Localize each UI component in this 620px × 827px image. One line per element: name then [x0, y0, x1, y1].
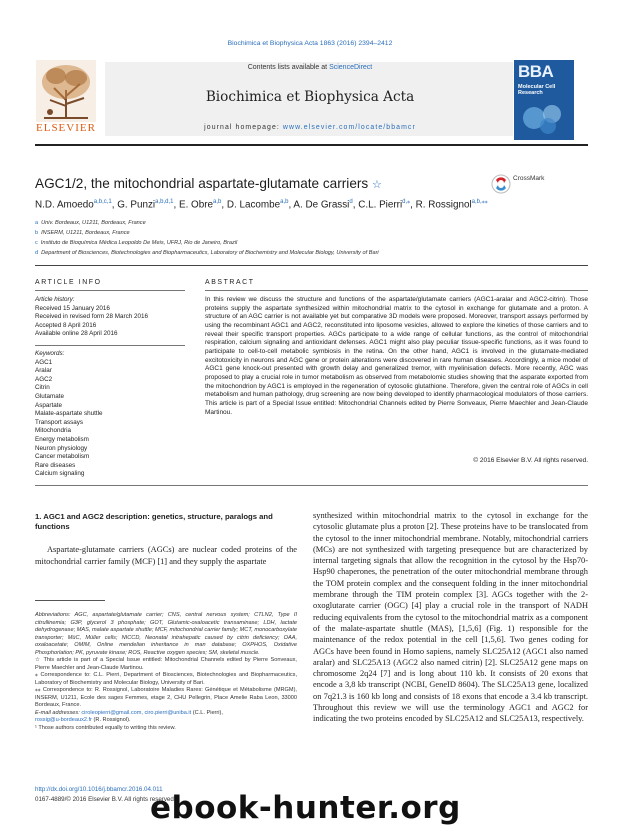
- special-issue-note: ☆ This article is part of a Special Issue entitled: Mitochondrial Channels edited by Pierre Sonveaux, Pierre Maechler and Jean-Claude Martinou.: [35, 657, 297, 671]
- keyword-item[interactable]: Glutamate: [35, 392, 65, 400]
- affiliation-text: Department of Biosciences, Biotechnologies and Biopharmaceutics, Laboratory of Biochemistry and Molecular Biology, University of Bari: [41, 250, 379, 256]
- cover-title: BBA: [518, 62, 554, 81]
- author-affiliation-marks[interactable]: d: [349, 199, 353, 205]
- abstract-bottom-rule: [35, 485, 588, 486]
- author-name[interactable]: E. Obre: [178, 199, 214, 211]
- author-affiliation-marks[interactable]: a,b: [213, 199, 222, 205]
- cover-subtitle: Molecular Cell Research: [518, 84, 556, 96]
- keyword-item[interactable]: AGC2: [35, 375, 53, 383]
- author-name[interactable]: G. Punzi: [117, 199, 156, 211]
- header-rule: [35, 144, 588, 146]
- elsevier-wordmark: ELSEVIER: [36, 122, 96, 134]
- section-heading: 1. AGC1 and AGC2 description: genetics, structure, paralogs and functions: [35, 512, 273, 531]
- affiliation-item: [35, 230, 130, 236]
- keywords-block: [35, 350, 185, 479]
- author-name[interactable]: N.D. Amoedo: [35, 199, 94, 211]
- author-name[interactable]: C.L. Pierri: [358, 199, 403, 211]
- affiliation-item: [35, 250, 379, 256]
- sciencedirect-link[interactable]: ScienceDirect: [329, 64, 373, 71]
- keyword-item[interactable]: AGC1: [35, 358, 53, 366]
- history-rule: [35, 345, 185, 346]
- article-history: [35, 296, 185, 339]
- doi-link[interactable]: http://dx.doi.org/10.1016/j.bbamcr.2016.04.011: [35, 786, 163, 793]
- author-affiliation-marks[interactable]: a,b,⁎⁎: [471, 199, 488, 205]
- body-text-left: Aspartate-glutamate carriers (AGCs) are nuclear coded proteins of the mitochondrial carrier family (MCF) [1] and they supply the aspartate: [35, 545, 297, 566]
- abstract-heading: ABSTRACT: [205, 279, 255, 286]
- affiliation-mark: a: [35, 220, 39, 226]
- issn-line: 0167-4889/© 2016 Elsevier B.V. All rights reserved.: [35, 796, 176, 803]
- article-title: [35, 176, 382, 191]
- journal-citation[interactable]: Biochimica et Biophysica Acta 1863 (2016) 2394–2412: [227, 40, 393, 47]
- affiliation-text: INSERM, U1211, Bordeaux, France: [41, 230, 130, 236]
- keyword-item[interactable]: Aspartate: [35, 401, 62, 409]
- author-name[interactable]: R. Rossignol: [415, 199, 472, 211]
- author-affiliation-marks[interactable]: a,b,c,1: [93, 199, 112, 205]
- keyword-item[interactable]: Neuron physiology: [35, 444, 88, 452]
- affiliation-text: Instituto de Bioquímica Médica Leopoldo De Meis, UFRJ, Rio de Janeiro, Brazil: [40, 240, 238, 246]
- affiliation-mark: c: [35, 240, 38, 246]
- crossmark-icon[interactable]: [491, 174, 511, 194]
- keyword-item[interactable]: Mitochondria: [35, 427, 72, 435]
- affiliation-item: [35, 240, 237, 246]
- email-note: [35, 710, 297, 725]
- email-owner-rossignol: (R. Rossignol).: [91, 717, 131, 723]
- author-name[interactable]: A. De Grassi: [293, 199, 350, 211]
- email-link-pierri[interactable]: ciroleopierri@gmail.com, ciro.pierri@uniba.it: [81, 709, 192, 716]
- crossmark-label[interactable]: CrossMark: [513, 175, 545, 182]
- correspondence-note-2: ⁎⁎ Correspondence to: R. Rossignol, Laboratoire Maladies Rares: Génétique et Métabolisme (MRGM), INSERM, U1211, Ecole des sages Femmes, etage 2, CHU Pellegrin, Place Amelie Raba Leon, 33000 Bordeaux, France.: [35, 687, 297, 708]
- homepage-link[interactable]: www.elsevier.com/locate/bbamcr: [282, 124, 416, 131]
- affiliation-mark: b: [35, 230, 39, 236]
- author-list: N.D. Amoedo$^{a,b,c,1}$, G. Punzi$^{a,b,d,1}$, E. Obre$^{a,b}$, D. Lacombe$^{a,b}$, A. De Grassi$^d$, C.L. Pierri$^{d,⁎}$, R. Rossignol$^{a,b,⁎⁎}$: [35, 199, 488, 211]
- keyword-item[interactable]: Calcium signaling: [35, 470, 85, 478]
- footnote-rule: [35, 600, 105, 601]
- cover-art: [520, 100, 568, 136]
- history-label: Article history:: [35, 296, 75, 303]
- history-item: Received in revised form 28 March 2016: [35, 313, 149, 321]
- history-list: [35, 305, 185, 339]
- equal-contribution-note: ¹ Those authors contributed equally to writing this review.: [35, 724, 176, 731]
- watermark: ebook-hunter.org: [150, 790, 461, 826]
- article-info-heading: ARTICLE INFO: [35, 279, 102, 286]
- contents-prefix: Contents lists available at: [247, 64, 330, 71]
- email-label: E-mail addresses:: [35, 709, 82, 716]
- keyword-item[interactable]: Malate-aspartate shuttle: [35, 410, 103, 418]
- keyword-item[interactable]: Aralar: [35, 367, 52, 375]
- affiliation-item: [35, 220, 146, 226]
- keyword-list: [35, 359, 185, 479]
- footnotes: [35, 612, 297, 732]
- author-name[interactable]: D. Lacombe: [226, 199, 281, 211]
- article-info-rule: [35, 290, 185, 291]
- correspondence-note-1: ⁎ Correspondence to: C.L. Pierri, Department of Biosciences, Biotechnologies and Biopharmaceutics, Laboratory of Biochemistry and Molecular Biology, University of Bari.: [35, 672, 297, 686]
- author-affiliation-marks[interactable]: a,b,d,1: [155, 199, 174, 205]
- affiliation-rule: [35, 265, 588, 266]
- history-item: Received 15 January 2016: [35, 304, 110, 312]
- title-footnote-mark[interactable]: ☆: [371, 179, 382, 191]
- abstract-rule: [205, 290, 588, 291]
- abstract-copyright: © 2016 Elsevier B.V. All rights reserved.: [473, 457, 588, 464]
- keyword-item[interactable]: Energy metabolism: [35, 435, 89, 443]
- history-item: Available online 28 April 2016: [35, 330, 118, 338]
- abbreviations-note: Abbreviations: AGC, aspartate/glutamate carrier; CNS, central nervous system; CTLN2, Type II citrullinemia; G3P, glycerol 3 phosphate; GOT, Glutamic-oxaloacetic transaminase; LDH, lactate dehydrogenase; MAS, malate aspartate shuttle; MCF, mitochondrial carrier family; MCT, monocarboxylate transporter; MüC, Müller cells; NICCD, Neonatal intrahepatic caused by citrin deficiency; OAA, oxaloacetate; OMIM, Online mendelian inheritance in man database; OXPHOS, Oxidative Phosphorlation; PK, pyruvate kinase; ROS, Reactive oxygen species; SM, skeletal muscle.: [35, 612, 297, 656]
- body-text-right: synthesized within mitochondrial matrix to the cytosol in exchange for the cytosolic glutamate plus a proton [2]. These proteins have to be translocated from the cytosol to the inner mitochondrial membrane. Notably, mitochondrial carriers (MCs) are not synthesized with targeting presequence but are characterized by internal targeting signals that allow the recognition in the cytosol by the Hsp70-Hsp90 chaperones, the penetration of the outer mitochondrial membrane through the TOM protein complex and the consequent folding in the inner mitochondrial membrane through the TIM protein complex [3]. AGCs together with the 2-oxoglutarate carrier (OGC) [4] play a crucial role in the transport of NADH reducing equivalents from the cytosol to the mitochondrial matrix as a component of the malate-aspartate shuttle (MAS), [1,5,6] (Fig. 1) responsible for the maintenance of the redox potential in the cell [1,5,6]. Two genes coding for AGCs have been found in Homo sapiens, namely SLC25A12 (AGC1 also named aralar) and SLC25A13 (AGC2 also named citrin) [2]. SLC25A12 gene maps on chromosome 2q24 [7] and is long about 110 kb. It consists of 20 exons that encode a 3,8 kb transcript (NCBI, GeneID 8604). The SLC25A13 gene, localized on 7q21.3 is 160 kb long and consists of 18 exons that encode a 3.4 kb transcript. Throughout this review we will use the terminology AGC1 and AGC2 for indicating the two proteins encoded by SLC25A12 and SLC25A13, respectively.: [313, 511, 588, 724]
- keyword-item[interactable]: Citrin: [35, 384, 50, 392]
- author-affiliation-marks[interactable]: a,b: [280, 199, 289, 205]
- homepage-label: journal homepage:: [204, 124, 283, 131]
- affiliation-mark: d: [35, 250, 39, 256]
- article-title-text: AGC1/2, the mitochondrial aspartate-glutamate carriers: [35, 176, 369, 191]
- affiliation-text: Univ. Bordeaux, U1211, Bordeaux, France: [41, 220, 146, 226]
- keyword-item[interactable]: Transport assays: [35, 418, 84, 426]
- abstract-text: In this review we discuss the structure and functions of the aspartate/glutamate carriers (AGC1-aralar and AGC2-citrin). Those proteins supply the aspartate synthesized within mitochondrial matrix to the cytosol in exchange for glutamate and a proton. A structure of an AGC carrier is not available yet but comparative 3D models were proposed. Moreover, transport assays performed by using the recombinant AGC1 and AGC2, reconstituted into liposome vesicles, allowed to explore the kinetics of those carriers and to reveal their specific transport properties. AGCs participate to a wide range of cellular functions, as the control of mitochondrial respiration, calcium signaling and antioxidant defenses. AGC1 might also play peculiar tissue-specific functions, as it was found to participate to cell-to-cell metabolic symbiosis in the retina. On the other hand, AGC1 is involved in the glutamate-mediated excitotoxicity in neurons and AGC gene or protein alterations were discovered in rare human diseases. Accordingly, a mice model of AGC1 gene knock-out presented with growth delay and generalized tremor, with myelinisation defects. More recently, AGC was proposed to play a crucial role in tumor metabolism as observed from metabolomic studies showing that the asparate exported from the mitochondrion by AGC1 is employed in the regeneration of cytosolic glutathione. Therefore, given the central role of AGCs in cell metabolism and human pathology, drug screening are now being developed to identify pharmacological modulators of those carriers. This article is part of a Special Issue entitled: Mitochondrial Channels edited by Pierre Sonveaux, Pierre Maechler and Jean-Claude Martinou.: [205, 296, 588, 416]
- keyword-item[interactable]: Rare diseases: [35, 461, 76, 469]
- email-owner-pierri: (C.L. Pierri),: [191, 709, 223, 716]
- keyword-item[interactable]: Cancer metabolism: [35, 453, 90, 461]
- journal-title: Biochimica et Biophysica Acta: [205, 89, 415, 105]
- author-affiliation-marks[interactable]: d,⁎: [402, 199, 411, 205]
- history-item: Accepted 8 April 2016: [35, 321, 97, 329]
- keywords-label: Keywords:: [35, 350, 65, 357]
- email-link-rossignol[interactable]: rossig@u-bordeaux2.fr: [35, 717, 92, 723]
- journal-cover[interactable]: [514, 60, 574, 140]
